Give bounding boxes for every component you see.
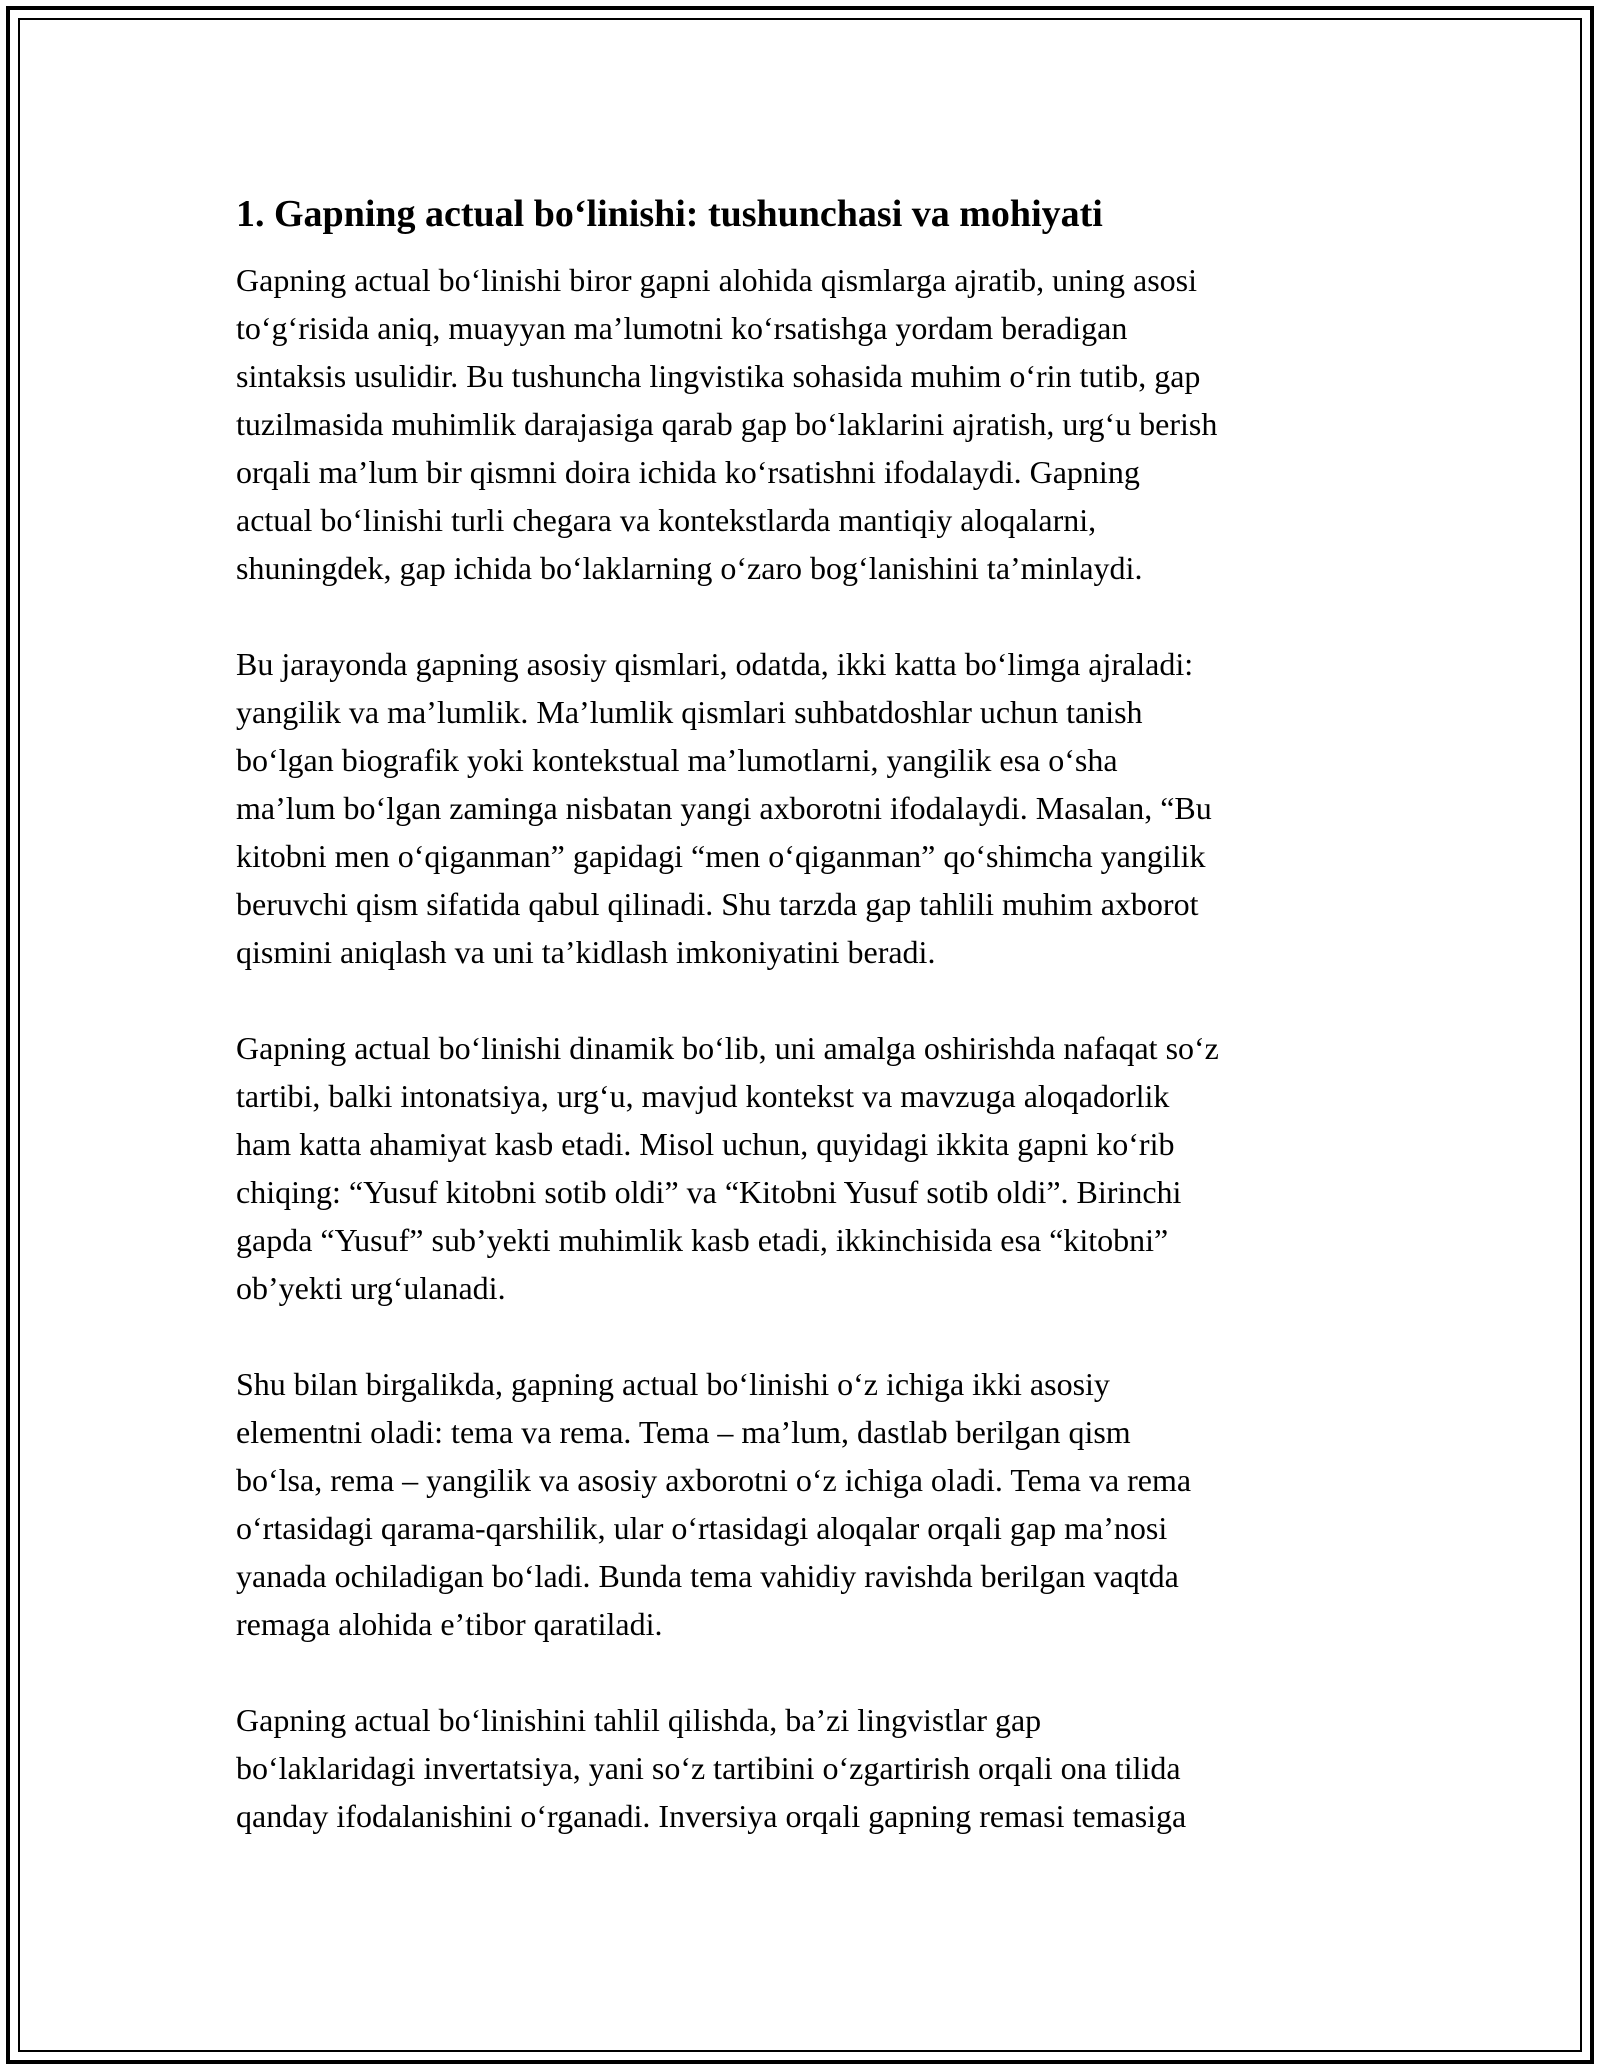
paragraph-5: Gapning actual boʻlinishini tahlil qilishda, baʼzi lingvistlar gap boʻlaklaridagi invertatsiya, yani soʻz tartibini oʻzgartirish orqali ona tilida qanday ifodalanishini oʻrganadi. Inversiya orqali gapning remasi temasiga xyxy=(236,1702,1187,1834)
section-heading: 1. Gapning actual boʻlinishi: tushunchasi va mohiyati xyxy=(236,193,1103,235)
paragraph-2: Bu jarayonda gapning asosiy qismlari, odatda, ikki katta boʻlimga ajraladi: yangilik va maʼlumlik. Maʼlumlik qismlari suhbatdoshlar uchun tanish boʻlgan biografik yoki kontekstual maʼlumotlarni, yangilik esa oʻsha maʼlum boʻlgan zaminga nisbatan yangi axborotni ifodalaydi. Masalan, “Bu kitobni men oʻqiganman” gapidagi “men oʻqiganman” qoʻshimcha yangilik beruvchi qism sifatida qabul qilinadi. Shu tarzda gap tahlili muhim axborot qismini aniqlash va uni taʼkidlash imkoniyatini beradi. xyxy=(236,646,1212,970)
document-body xyxy=(236,188,1376,1888)
paragraph-1: Gapning actual boʻlinishi biror gapni alohida qismlarga ajratib, uning asosi toʻgʻrisida aniq, muayyan maʼlumotni koʻrsatishga yordam beradigan sintaksis usulidir. Bu tushuncha lingvistika sohasida muhim oʻrin tutib, gap tuzilmasida muhimlik darajasiga qarab gap boʻlaklarini ajratish, urgʻu berish orqali maʼlum bir qismni doira ichida koʻrsatishni ifodalaydi. Gapning actual boʻlinishi turli chegara va kontekstlarda mantiqiy aloqalarni, shuningdek, gap ichida boʻlaklarning oʻzaro bogʻlanishini taʼminlaydi. xyxy=(236,262,1218,586)
paragraph-4: Shu bilan birgalikda, gapning actual boʻlinishi oʻz ichiga ikki asosiy elementni oladi: tema va rema. Tema – maʼlum, dastlab berilgan qism boʻlsa, rema – yangilik va asosiy axborotni oʻz ichiga oladi. Tema va rema oʻrtasidagi qarama-qarshilik, ular oʻrtasidagi aloqalar orqali gap maʼnosi yanada ochiladigan boʻladi. Bunda tema vahidiy ravishda berilgan vaqtda remaga alohida eʼtibor qaratiladi. xyxy=(236,1366,1192,1642)
paragraph-3: Gapning actual boʻlinishi dinamik boʻlib, uni amalga oshirishda nafaqat soʻz tartibi, balki intonatsiya, urgʻu, mavjud kontekst va mavzuga aloqadorlik ham katta ahamiyat kasb etadi. Misol uchun, quyidagi ikkita gapni koʻrib chiqing: “Yusuf kitobni sotib oldi” va “Kitobni Yusuf sotib oldi”. Birinchi gapda “Yusuf” subʼyekti muhimlik kasb etadi, ikkinchisida esa “kitobni” obʼyekti urgʻulanadi. xyxy=(236,1030,1219,1306)
